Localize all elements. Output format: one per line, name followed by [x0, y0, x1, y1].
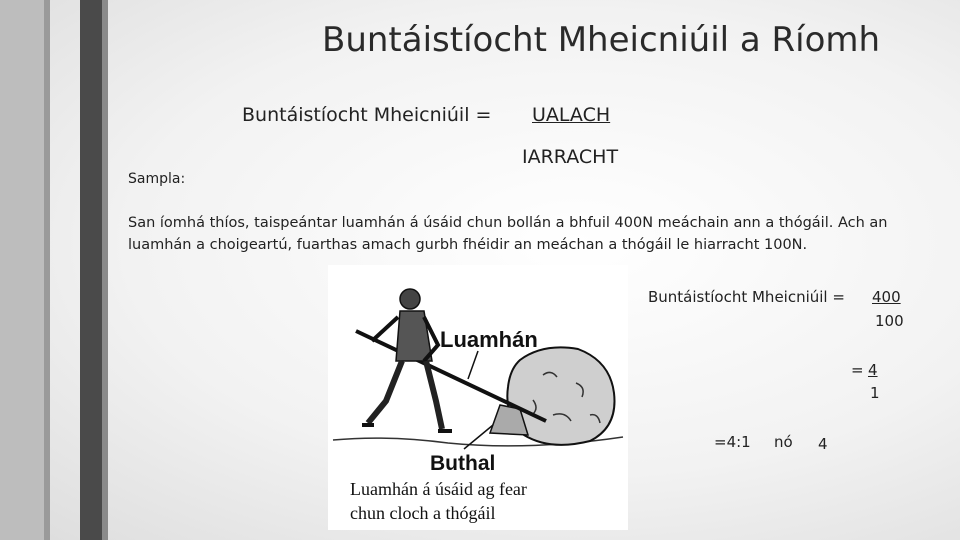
calc-equals: = — [851, 361, 864, 379]
decor-bar — [44, 0, 50, 540]
lever-illustration — [328, 265, 628, 530]
formula-numerator: UALACH — [532, 104, 611, 126]
fulcrum-label: Buthal — [430, 452, 496, 475]
figure-caption-line1: Luamhán á úsáid ag fear — [350, 479, 527, 499]
figure-caption-line2: chun cloch a thógáil — [350, 503, 496, 523]
calc-simplified-denominator: 1 — [870, 384, 880, 402]
calc-result: 4 — [818, 435, 828, 453]
decor-bar — [0, 0, 44, 540]
formula-denominator: IARRACHT — [522, 146, 619, 168]
lever-label: Luamhán — [440, 327, 538, 352]
calc-label: Buntáistíocht Mheicniúil = — [648, 288, 845, 306]
calc-or: nó — [774, 433, 793, 451]
calc-ratio: =4:1 — [714, 433, 751, 451]
calc-denominator: 100 — [875, 312, 904, 330]
decor-bar — [102, 0, 108, 540]
lever-drawing — [328, 265, 628, 530]
decor-bar — [80, 0, 102, 540]
formula-label: Buntáistíocht Mheicniúil = — [242, 104, 492, 126]
sample-paragraph: San íomhá thíos, taispeántar luamhán á úsáid chun bollán a bhfuil 400N meáchain ann a thógáil. Ach an luamhán a choigeartú, fuarthas amach gurbh fhéidir an meáchan a thógáil le hiarracht 100N. — [128, 215, 888, 253]
sample-label: Sampla: — [128, 171, 186, 187]
calc-simplified-numerator: 4 — [868, 361, 878, 379]
slide-title: Buntáistíocht Mheicniúil a Ríomh — [322, 20, 881, 60]
calc-numerator: 400 — [872, 288, 901, 306]
